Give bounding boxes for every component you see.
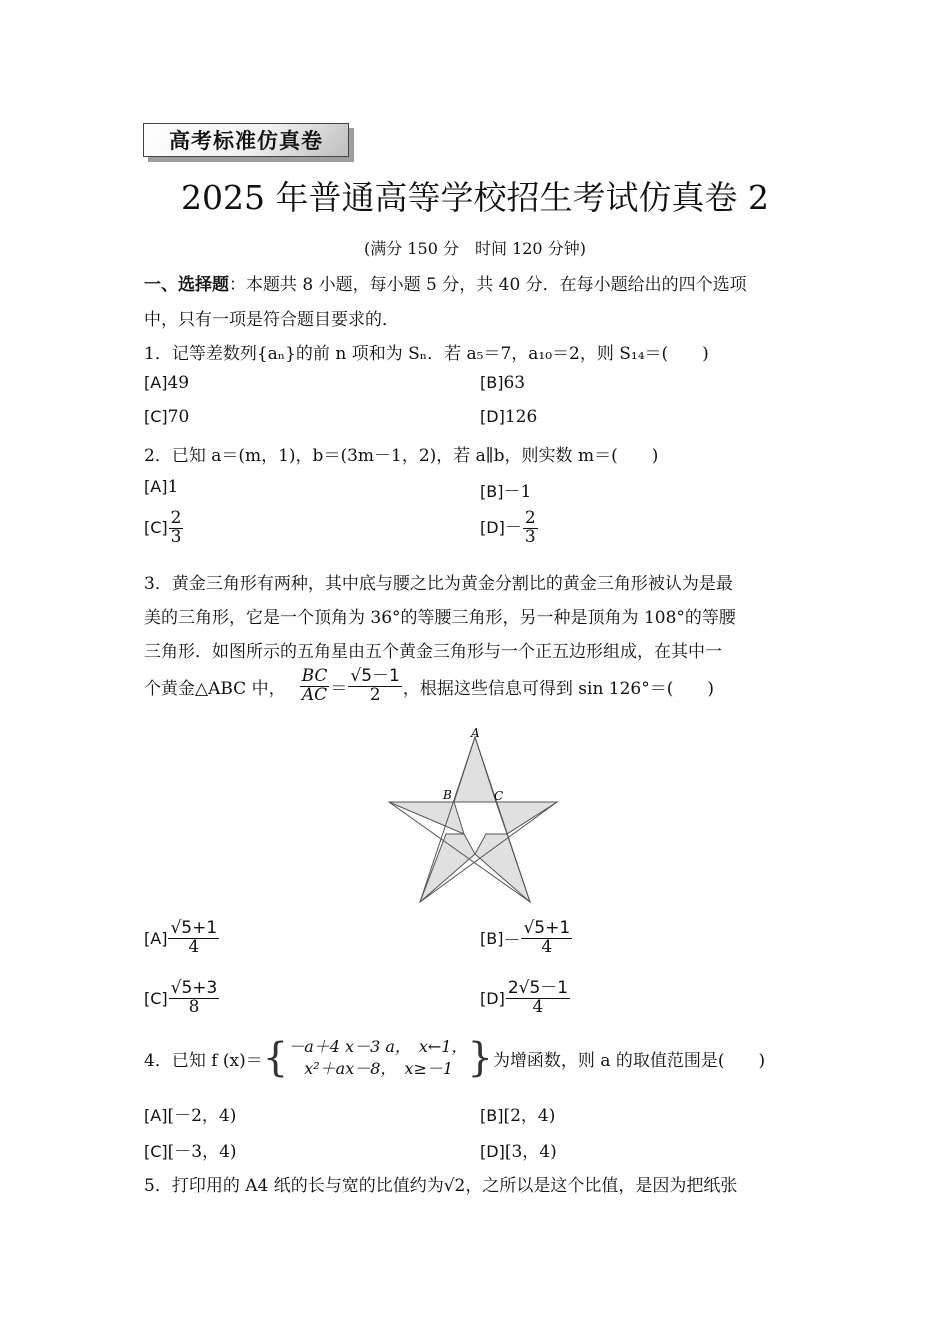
question-3-line-4: 个黄金△ABC 中， $\frac{BC}{AC}$ ＝ $\frac{√5-1}{2}$ ，根据这些信息可得到 sin 126°＝( ) bbox=[144, 666, 715, 705]
piecewise-function bbox=[288, 1036, 467, 1080]
question-3-line-3: 三角形．如图所示的五角星由五个黄金三角形与一个正五边形组成，在其中一 bbox=[144, 642, 722, 662]
brace-right: } bbox=[467, 1035, 493, 1081]
pentagram-figure bbox=[380, 722, 570, 912]
q3-option-c[interactable]: [C] $\frac{√5+3}{8}$ bbox=[144, 978, 218, 1017]
q1-option-c[interactable]: [C]70 bbox=[144, 407, 190, 427]
section-label: 一、选择题 bbox=[144, 275, 229, 295]
section-desc-1: ：本题共 8 小题，每小题 5 分，共 40 分．在每小题给出的四个选项 bbox=[229, 275, 747, 295]
golden-triangle-bottom-right bbox=[475, 834, 530, 902]
page-title: 2025 年普通高等学校招生考试仿真卷 2 bbox=[181, 178, 769, 217]
golden-triangle-top bbox=[454, 737, 496, 802]
exam-info: (满分 150 分 时间 120 分钟) bbox=[364, 239, 586, 258]
q1-option-a[interactable]: [A]49 bbox=[144, 373, 190, 393]
q2-option-b[interactable]: [B]－1 bbox=[480, 482, 532, 502]
q4-option-a[interactable]: [A][－2，4) bbox=[144, 1106, 237, 1126]
vertex-label-a: A bbox=[471, 726, 480, 740]
q3-option-b[interactable]: [B] － $\frac{√5+1}{4}$ bbox=[480, 918, 571, 957]
section-desc-2: 中，只有一项是符合题目要求的． bbox=[144, 310, 399, 330]
exam-badge: 高考标准仿真卷 bbox=[143, 123, 349, 157]
q1-option-b[interactable]: [B]63 bbox=[480, 373, 526, 393]
question-2: 2．已知 a＝(m，1)，b＝(3m－1，2)，若 a∥b，则实数 m＝( ) bbox=[144, 446, 659, 466]
piecewise-case-2: x²＋ax－8， x≥－1 bbox=[304, 1059, 454, 1078]
q2-option-a[interactable]: [A]1 bbox=[144, 477, 179, 497]
question-4: 4．已知 f (x)＝ { －a＋4 x－3 a， x←1， x²＋ax－8， x≥－1 } 为增函数，则 a 的取值范围是( ) bbox=[144, 1035, 766, 1081]
vertex-label-c: C bbox=[494, 789, 504, 803]
vertex-label-b: B bbox=[443, 788, 452, 802]
question-5: 5．打印用的 A4 纸的长与宽的比值约为√2，之所以是这个比值，是因为把纸张 bbox=[144, 1176, 738, 1196]
q3-option-a[interactable]: [A] $\frac{√5+1}{4}$ bbox=[144, 918, 218, 957]
q4-option-b[interactable]: [B][2，4) bbox=[480, 1106, 556, 1126]
ratio-fraction: $\frac{BC}{AC}$ bbox=[301, 666, 328, 705]
q2-option-c[interactable]: [C] $\frac{2}{3}$ bbox=[144, 508, 182, 547]
q1-option-d[interactable]: [D]126 bbox=[480, 407, 538, 427]
q3-option-d[interactable]: [D] $\frac{2√5-1}{4}$ bbox=[480, 978, 569, 1017]
question-3-line-1: 3．黄金三角形有两种，其中底与腰之比为黄金分割比的黄金三角形被认为是最 bbox=[144, 574, 733, 594]
q2-option-d[interactable]: [D]－ $\frac{2}{3}$ bbox=[480, 508, 536, 547]
brace-left: { bbox=[262, 1035, 289, 1081]
question-1: 1．记等差数列{aₙ}的前 n 项和为 Sₙ．若 a₅＝7，a₁₀＝2，则 S₁₄＝( ) bbox=[144, 344, 709, 364]
q4-option-d[interactable]: [D][3，4) bbox=[480, 1142, 557, 1162]
golden-triangle-right bbox=[496, 802, 557, 834]
question-3-line-2: 美的三角形，它是一个顶角为 36°的等腰三角形，另一种是顶角为 108°的等腰 bbox=[144, 608, 736, 628]
fraction: $\frac{2}{3}$ bbox=[524, 508, 536, 547]
fraction: $\frac{2}{3}$ bbox=[170, 508, 182, 547]
section-heading bbox=[144, 270, 747, 295]
golden-ratio-fraction: $\frac{√5-1}{2}$ bbox=[350, 666, 400, 705]
q4-option-c[interactable]: [C][－3，4) bbox=[144, 1142, 237, 1162]
piecewise-case-1: －a＋4 x－3 a， x←1， bbox=[288, 1037, 468, 1056]
